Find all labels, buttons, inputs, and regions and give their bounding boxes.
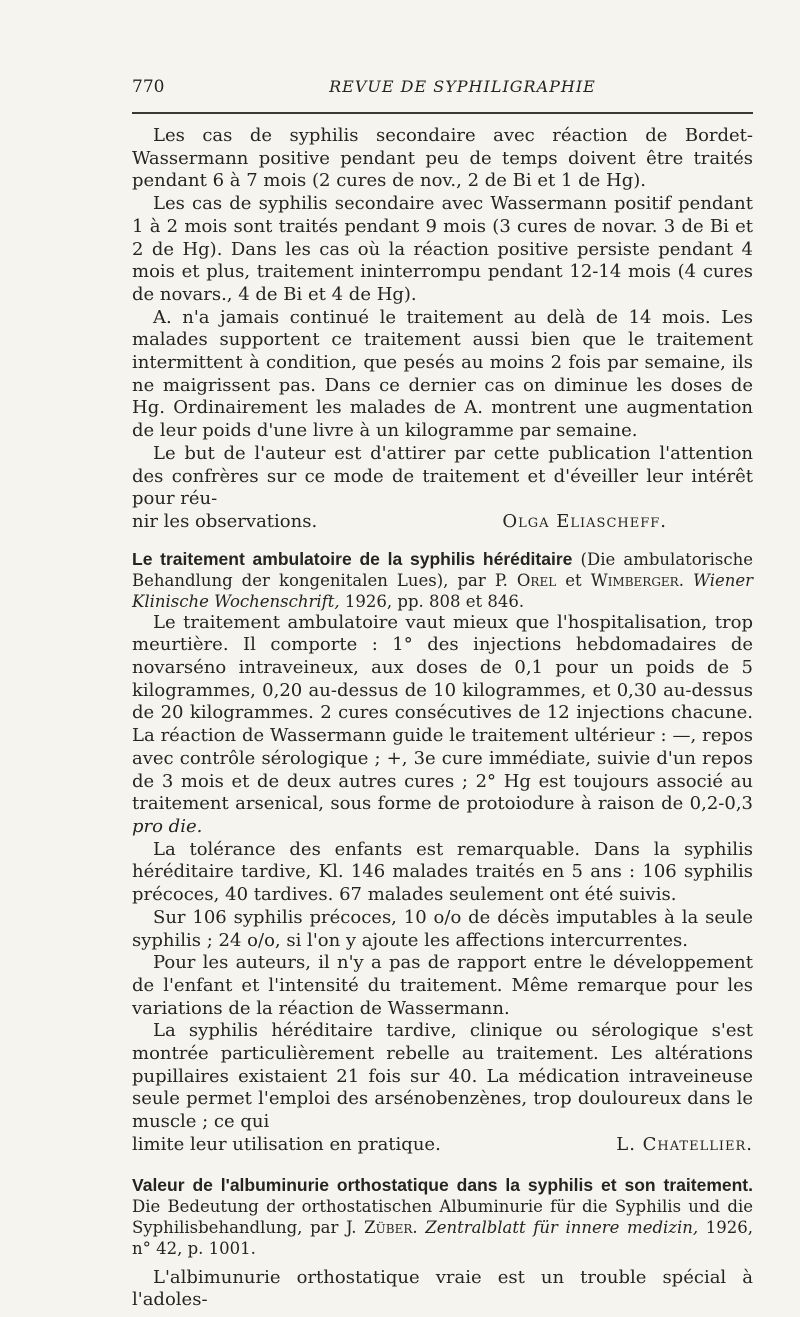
italic-term: pro die. xyxy=(132,815,203,837)
source-journal: Zentralblatt für innere medizin, xyxy=(425,1217,699,1237)
article-title: Le traitement ambulatoire de la syphilis héréditaire xyxy=(132,548,573,569)
paragraph: Les cas de syphilis secondaire avec réaction de Bordet-Wassermann positive pendant peu de temps doivent être traités pendant 6 à 7 mois (2 cures de nov., 2 de Bi et 1 de Hg). xyxy=(132,125,753,192)
author-prefix: par J. xyxy=(310,1217,357,1237)
article-heading xyxy=(132,1175,753,1259)
author-name: Züber. xyxy=(364,1217,418,1237)
signature-line xyxy=(132,511,753,534)
paragraph: La syphilis héréditaire tardive, clinique ou sérologique s'est montrée particulièrement rebelle au traitement. Les altérations pupillaires existaient 21 fois sur 40. La médication intraveineuse seule permet l'emploi des arsénobenzènes, trop douloureux dans le muscle ; ce qui xyxy=(132,1020,753,1133)
author-signature: Olga Eliascheff. xyxy=(502,510,667,532)
original-title: (Die ambulatorische Behandlung der kongenitalen Lues), xyxy=(132,549,753,590)
original-title: Die Bedeutung der orthostatischen Albuminurie für die Syphilis und die Syphilisbehandlung, xyxy=(132,1196,753,1237)
author-name: Wimberger. xyxy=(590,570,684,590)
page-body xyxy=(132,125,753,1312)
running-header xyxy=(132,77,753,101)
paragraph-text: Le traitement ambulatoire vaut mieux que l'hospitalisation, trop meurtière. Il comporte : 1° des injections hebdomadaires de novarséno intraveineux, aux doses de 0,1 pour un poids de 5 kilogrammes, 0,20 au-dessus de 10 kilogrammes, et 0,30 au-dessus de 20 kilogrammes. 2 cures consécutives de 12 injections chacune. La réaction de Wassermann guide le traitement ultérieur : —, repos avec contrôle sérologique ; +, 3e cure immédiate, suivie d'un repos de 3 mois et de deux autres cures ; 2° Hg est toujours associé au traitement arsenical, sous forme de protoiodure à raison de 0,2-0,3 xyxy=(132,611,753,815)
paragraph: Le but de l'auteur est d'attirer par cette publication l'attention des confrères sur ce mode de traitement et d'éveiller leur intérêt pour réu- xyxy=(132,442,753,510)
paragraph-end: limite leur utilisation en pratique. xyxy=(132,1133,441,1155)
paragraph: L'albimunurie orthostatique vraie est un trouble spécial à l'adoles- xyxy=(132,1266,753,1311)
signature-line xyxy=(132,1134,753,1157)
source-journal: Wiener Klinische Wochenschrift, xyxy=(132,570,754,611)
page-number: 770 xyxy=(132,77,165,97)
paragraph: A. n'a jamais continué le traitement au delà de 14 mois. Les malades supportent ce traitement aussi bien que le traitement intermittent à condition, que pesés au moins 2 fois par semaine, ils ne maigrissent pas. Dans ce dernier cas on diminue les doses de Hg. Ordinairement les malades de A. montrent une augmentation de leur poids d'une livre à un kilogramme par semaine. xyxy=(132,306,753,442)
journal-title: REVUE DE SYPHILIGRAPHIE xyxy=(329,77,596,96)
paragraph-end: nir les observations. xyxy=(132,510,318,532)
citation: 1926, pp. 808 et 846. xyxy=(344,591,525,611)
article-title: Valeur de l'albuminurie orthostatique dans la syphilis et son traitement. xyxy=(132,1174,753,1195)
citation: 1926, n° 42, p. 1001. xyxy=(132,1217,754,1258)
paragraph: Pour les auteurs, il n'y a pas de rapport entre le développement de l'enfant et l'intensité du traitement. Même remarque pour les variations de la réaction de Wassermann. xyxy=(132,952,753,1019)
header-rule xyxy=(132,112,753,114)
author-name: Orel xyxy=(516,570,557,590)
author-signature: L. Chatellier. xyxy=(616,1133,753,1155)
paragraph: Les cas de syphilis secondaire avec Wassermann positif pendant 1 à 2 mois sont traités pendant 9 mois (3 cures de novar. 3 de Bi et 2 de Hg). Dans les cas où la réaction positive persiste pendant 4 mois et plus, traitement ininterrompu pendant 12-14 mois (4 cures de novars., 4 de Bi et 4 de Hg). xyxy=(132,193,753,305)
article-heading xyxy=(132,549,753,612)
paragraph: Sur 106 syphilis précoces, 10 o/o de décès imputables à la seule syphilis ; 24 o/o, si l'on y ajoute les affections intercurrentes. xyxy=(132,906,753,951)
author-joiner: et xyxy=(565,570,582,590)
paragraph: La tolérance des enfants est remarquable. Dans la syphilis héréditaire tardive, Kl. 146 malades traités en 5 ans : 106 syphilis précoces, 40 tardives. 67 malades seulement ont été suivis. xyxy=(132,838,753,906)
paragraph xyxy=(132,612,753,839)
author-prefix: par P. xyxy=(457,570,508,590)
